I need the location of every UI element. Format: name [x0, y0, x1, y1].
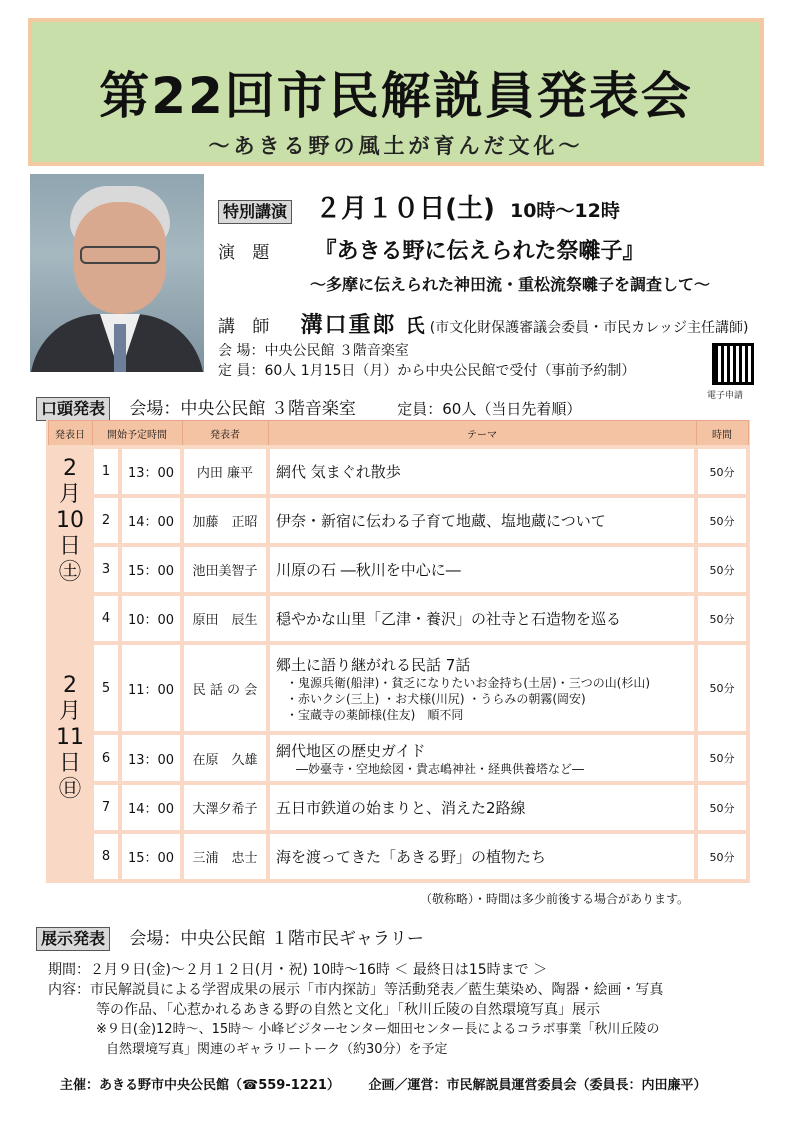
table-header-row — [48, 421, 748, 448]
row-theme: 網代 気まぐれ散歩 — [268, 447, 696, 496]
table-row — [48, 733, 748, 783]
row-theme-sub: ―妙臺寺・空地絵図・貴志嶋神社・経典供養塔など― — [296, 761, 585, 776]
lecturer-label: 講 師 — [218, 317, 276, 337]
table-row — [48, 643, 748, 733]
header-start-time: 開始予定時間 — [92, 421, 182, 448]
table-row — [48, 447, 748, 496]
row-time: 13：00 — [120, 733, 182, 783]
lecture-date: ２月１０日(土) — [315, 194, 495, 224]
row-duration: 50分 — [696, 783, 748, 832]
row-time: 15：00 — [120, 545, 182, 594]
lecturer-role: (市文化財保護審議会委員・市民カレッジ主任講師) — [429, 320, 749, 336]
row-presenter: 内田 廉平 — [182, 447, 268, 496]
row-theme: 穏やかな山里「乙津・養沢」の社寺と石造物を巡る — [268, 594, 696, 643]
oral-capacity: 定員：60人（当日先着順） — [397, 400, 582, 418]
table-row — [48, 545, 748, 594]
lecture-venue: 会 場：中央公民館 ３階音楽室 — [218, 343, 409, 359]
row-presenter: 三浦 忠士 — [182, 832, 268, 881]
qr-label: 電子申請 — [707, 391, 744, 401]
footer-management: 企画／運営：市民解説員運営委員会（委員長：内田廉平） — [368, 1078, 707, 1093]
row-presenter: 原田 辰生 — [182, 594, 268, 643]
row-theme-main: 網代地区の歴史ガイド — [276, 741, 426, 760]
footer-organizer: 主催：あきる野市中央公民館（☎559-1221） — [60, 1078, 340, 1093]
row-duration: 50分 — [696, 733, 748, 783]
special-lecture-tag: 特別講演 — [218, 200, 292, 224]
lecturer-name: 溝口重郎 — [300, 313, 397, 338]
row-presenter: 加藤 正昭 — [182, 496, 268, 545]
date-cell-feb10: 2 月 10 日 ㊏ — [48, 447, 92, 594]
row-duration: 50分 — [696, 643, 748, 733]
table-row — [48, 594, 748, 643]
row-duration: 50分 — [696, 832, 748, 881]
footer — [60, 1074, 706, 1093]
row-theme — [268, 733, 696, 783]
title-banner — [28, 18, 764, 166]
row-time: 14：00 — [120, 783, 182, 832]
row-presenter: 在原 久雄 — [182, 733, 268, 783]
table-row — [48, 783, 748, 832]
oral-section-head — [36, 394, 581, 421]
event-title: 第22回市民解説員発表会 — [99, 67, 693, 125]
exhibit-content-3: ※９日(金)12時～、15時～ 小峰ビジターセンター畑田センター長によるコラボ事業「秋川丘陵の — [96, 1022, 660, 1037]
lecturer-photo — [30, 174, 204, 372]
row-time: 15：00 — [120, 832, 182, 881]
row-time: 13：00 — [120, 447, 182, 496]
exhibit-content-2: 等の作品、「心惹かれるあきる野の自然と文化」「秋川丘陵の自然環境写真」展示 — [96, 1002, 600, 1018]
header-date: 発表日 — [48, 421, 92, 448]
row-number: 4 — [92, 594, 120, 643]
topic-label: 演 題 — [218, 243, 276, 263]
row-time: 10：00 — [120, 594, 182, 643]
row-theme — [268, 643, 696, 733]
date-cell-feb11: 2 月 11 日 ㊐ — [48, 594, 92, 881]
row-theme-sub: ・宝蔵寺の薬師様(住友) 順不同 — [286, 707, 464, 722]
exhibit-tag: 展示発表 — [36, 927, 110, 951]
row-presenter: 民 話 の 会 — [182, 643, 268, 733]
oral-venue: 会場：中央公民館 ３階音楽室 — [129, 399, 356, 419]
table-note: （敬称略）・時間は多少前後する場合があります。 — [420, 892, 690, 906]
oral-tag: 口頭発表 — [36, 397, 110, 421]
row-presenter: 池田美智子 — [182, 545, 268, 594]
row-theme-main: 郷土に語り継がれる民話 7話 — [276, 655, 471, 674]
exhibit-content-4: 自然環境写真」関連のギャラリートーク（約30分）を予定 — [106, 1042, 448, 1057]
header-duration: 時間 — [696, 421, 748, 448]
header-presenter: 発表者 — [182, 421, 268, 448]
event-subtitle: ～あきる野の風土が育んだ文化～ — [208, 134, 584, 158]
schedule-table — [46, 420, 750, 883]
exhibit-section-head — [36, 924, 424, 951]
row-duration: 50分 — [696, 545, 748, 594]
row-theme: 海を渡ってきた「あきる野」の植物たち — [268, 832, 696, 881]
row-number: 3 — [92, 545, 120, 594]
row-theme-sub: ・鬼源兵衛(船津)・貧乏になりたいお金持ち(土居)・三つの山(杉山) — [286, 675, 651, 690]
table-row — [48, 832, 748, 881]
row-number: 1 — [92, 447, 120, 496]
row-theme-sub: ・赤いクシ(三上) ・お犬様(川尻) ・うらみの朝霧(岡安) — [286, 691, 586, 706]
lecturer-honorific: 氏 — [405, 315, 425, 337]
table-row — [48, 496, 748, 545]
row-number: 6 — [92, 733, 120, 783]
row-duration: 50分 — [696, 447, 748, 496]
qr-code[interactable] — [712, 343, 754, 385]
lecture-topic-sub: ～多摩に伝えられた神田流・重松流祭囃子を調査して～ — [310, 275, 711, 294]
lecture-capacity: 定 員：60人 1月15日（月）から中央公民館で受付（事前予約制） — [218, 363, 636, 379]
row-number: 8 — [92, 832, 120, 881]
lecture-topic: 『あきる野に伝えられた祭囃子』 — [314, 239, 645, 264]
exhibit-content-1: 内容：市民解説員による学習成果の展示「市内探訪」等活動発表／藍生葉染め、陶器・絵画・写真 — [48, 982, 664, 998]
row-theme: 川原の石 ―秋川を中心に― — [268, 545, 696, 594]
row-time: 11：00 — [120, 643, 182, 733]
row-duration: 50分 — [696, 594, 748, 643]
row-theme: 伊奈・新宿に伝わる子育て地蔵、塩地蔵について — [268, 496, 696, 545]
row-number: 7 — [92, 783, 120, 832]
exhibit-details — [48, 960, 768, 1060]
row-number: 2 — [92, 496, 120, 545]
exhibit-venue: 会場：中央公民館 １階市民ギャラリー — [129, 929, 424, 949]
header-theme: テーマ — [268, 421, 696, 448]
row-duration: 50分 — [696, 496, 748, 545]
exhibit-period: 期間：２月９日(金)～２月１２日(月・祝) 10時～16時 ＜ 最終日は15時まで ＞ — [48, 962, 548, 978]
lecture-time: 10時～12時 — [509, 200, 620, 222]
row-theme: 五日市鉄道の始まりと、消えた2路線 — [268, 783, 696, 832]
row-time: 14：00 — [120, 496, 182, 545]
row-presenter: 大澤夕希子 — [182, 783, 268, 832]
row-number: 5 — [92, 643, 120, 733]
